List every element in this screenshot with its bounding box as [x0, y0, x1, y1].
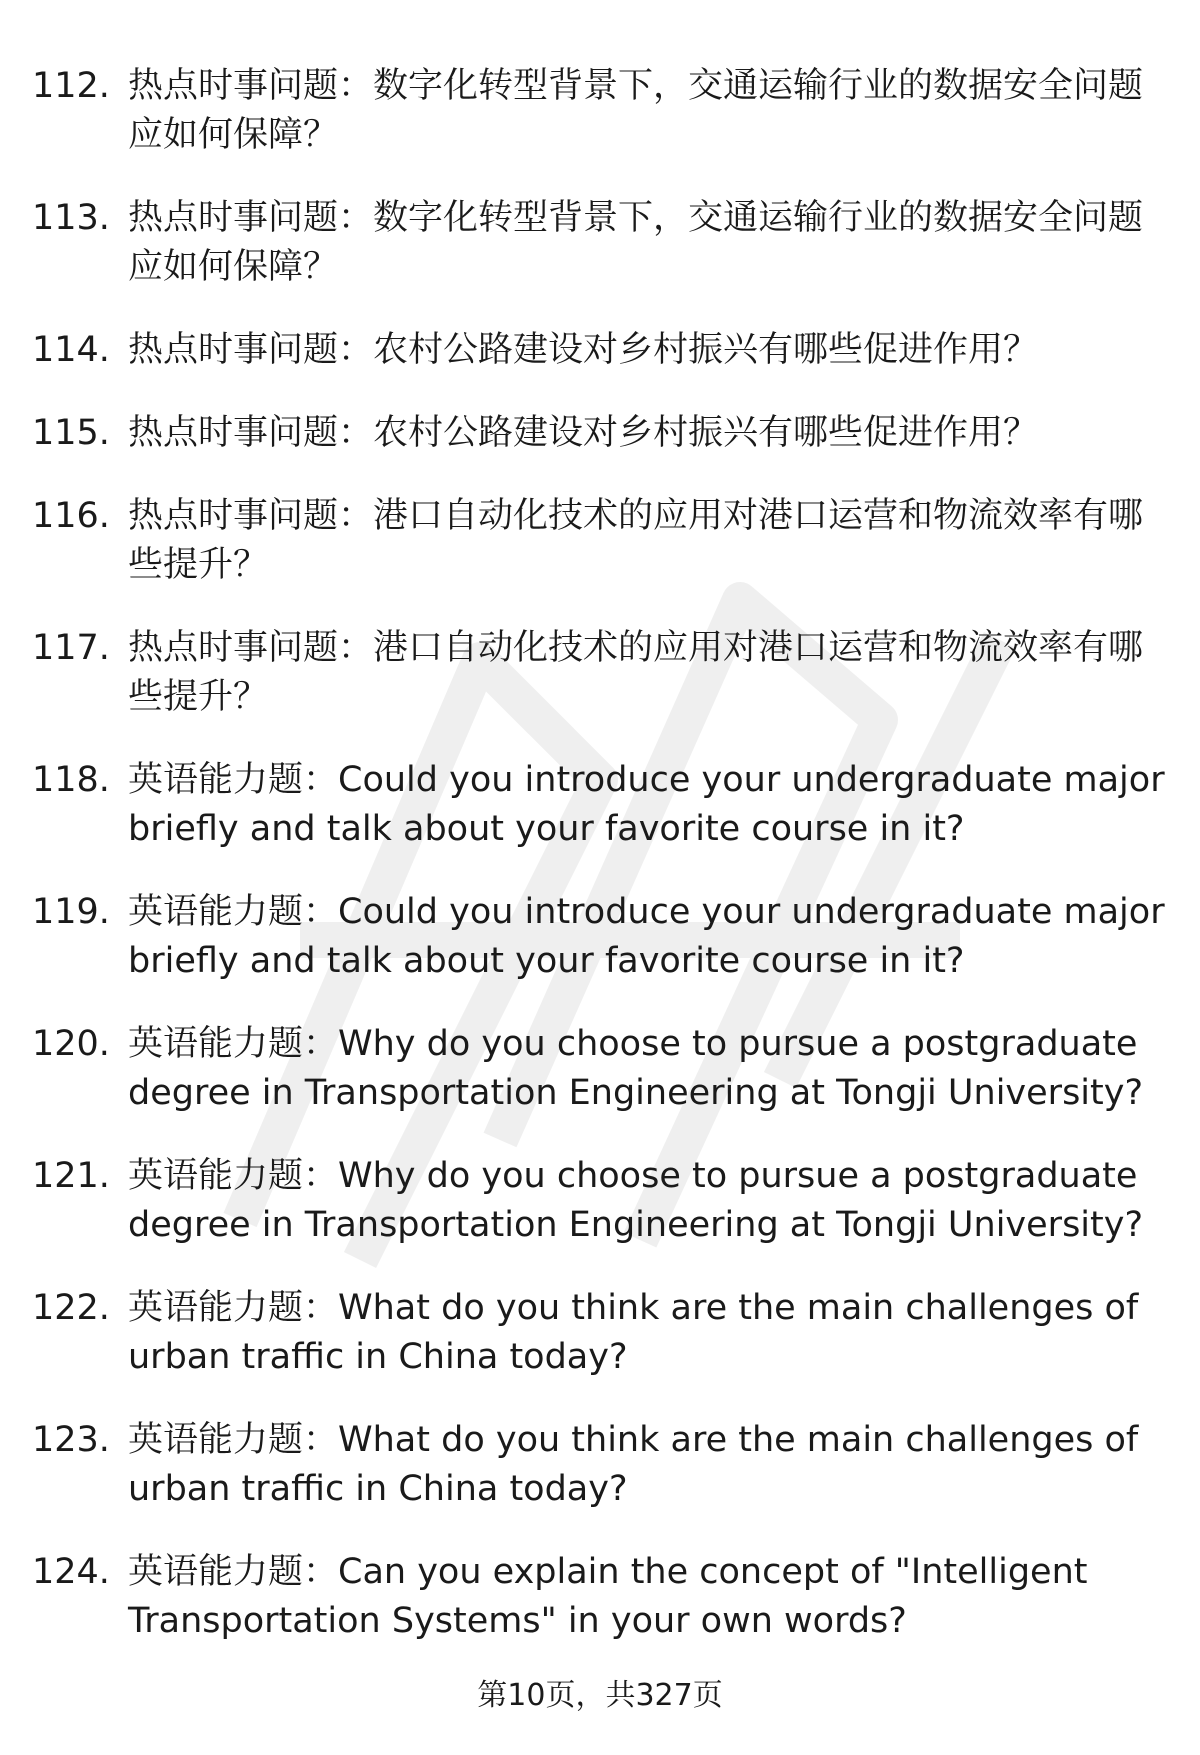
question-item — [32, 194, 1172, 292]
question-number: 123. — [32, 1420, 110, 1460]
question-item — [32, 409, 1172, 458]
question-number: 113. — [32, 198, 110, 238]
question-category: 英语能力题： — [128, 1552, 339, 1592]
question-body — [128, 888, 1172, 986]
question-text: What do you think are the main challenges of urban traffic in China today? — [128, 1288, 1139, 1377]
question-item — [32, 326, 1172, 375]
question-category: 热点时事问题： — [128, 628, 374, 668]
question-text: Why do you choose to pursue a postgraduate degree in Transportation Engineering at Tongji University? — [128, 1024, 1144, 1113]
question-text: 港口自动化技术的应用对港口运营和物流效率有哪些提升？ — [128, 496, 1144, 585]
question-body — [128, 1020, 1172, 1118]
question-category: 英语能力题： — [128, 1024, 339, 1064]
question-text: 农村公路建设对乡村振兴有哪些促进作用？ — [373, 413, 1039, 453]
question-item — [32, 1020, 1172, 1118]
question-body — [128, 756, 1172, 854]
question-body — [128, 194, 1172, 292]
question-body — [128, 409, 1172, 458]
page-footer — [0, 1676, 1200, 1716]
question-item — [32, 624, 1172, 722]
question-text: Could you introduce your undergraduate major briefly and talk about your favorite course in it? — [128, 892, 1165, 981]
question-item — [32, 1152, 1172, 1250]
question-category: 英语能力题： — [128, 760, 339, 800]
question-category: 热点时事问题： — [128, 496, 374, 536]
question-category: 英语能力题： — [128, 892, 339, 932]
question-text: 港口自动化技术的应用对港口运营和物流效率有哪些提升？ — [128, 628, 1144, 717]
question-text: Can you explain the concept of "Intelligent Transportation Systems" in your own words? — [128, 1552, 1088, 1641]
question-text: What do you think are the main challenges of urban traffic in China today? — [128, 1420, 1139, 1509]
question-number: 118. — [32, 760, 110, 800]
question-body — [128, 326, 1172, 375]
question-category: 热点时事问题： — [128, 66, 374, 106]
question-category: 英语能力题： — [128, 1156, 339, 1196]
question-body — [128, 1152, 1172, 1250]
question-number: 115. — [32, 413, 110, 453]
question-number: 124. — [32, 1552, 110, 1592]
question-item — [32, 888, 1172, 986]
question-category: 热点时事问题： — [128, 413, 374, 453]
question-item — [32, 1284, 1172, 1382]
question-number: 122. — [32, 1288, 110, 1328]
question-text: 数字化转型背景下，交通运输行业的数据安全问题应如何保障？ — [128, 198, 1144, 287]
question-number: 112. — [32, 66, 110, 106]
question-number: 120. — [32, 1024, 110, 1064]
question-number: 117. — [32, 628, 110, 668]
question-body — [128, 492, 1172, 590]
question-item — [32, 62, 1172, 160]
question-number: 114. — [32, 330, 110, 370]
question-list — [32, 62, 1172, 1680]
question-number: 121. — [32, 1156, 110, 1196]
question-category: 英语能力题： — [128, 1288, 339, 1328]
question-body — [128, 1548, 1172, 1646]
question-body — [128, 624, 1172, 722]
question-body — [128, 1284, 1172, 1382]
question-item — [32, 756, 1172, 854]
question-text: Why do you choose to pursue a postgraduate degree in Transportation Engineering at Tongji University? — [128, 1156, 1144, 1245]
question-number: 119. — [32, 892, 110, 932]
question-item — [32, 1416, 1172, 1514]
question-text: 数字化转型背景下，交通运输行业的数据安全问题应如何保障？ — [128, 66, 1144, 155]
question-category: 热点时事问题： — [128, 330, 374, 370]
question-body — [128, 1416, 1172, 1514]
question-body — [128, 62, 1172, 160]
question-text: Could you introduce your undergraduate major briefly and talk about your favorite course in it? — [128, 760, 1165, 849]
question-category: 热点时事问题： — [128, 198, 374, 238]
question-item — [32, 1548, 1172, 1646]
question-number: 116. — [32, 496, 110, 536]
question-text: 农村公路建设对乡村振兴有哪些促进作用？ — [373, 330, 1039, 370]
question-category: 英语能力题： — [128, 1420, 339, 1460]
page-number-label: 第10页，共327页 — [477, 1678, 723, 1713]
question-item — [32, 492, 1172, 590]
